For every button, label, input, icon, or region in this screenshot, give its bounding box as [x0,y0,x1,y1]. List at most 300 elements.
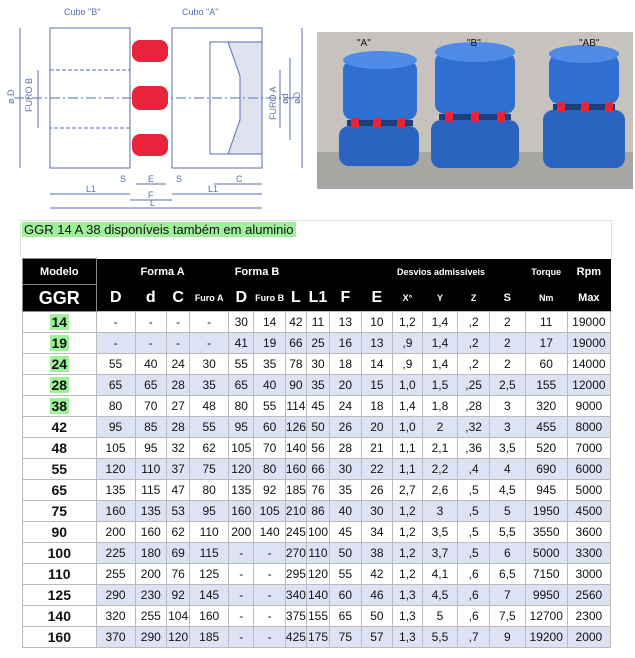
table-cell: 120 [167,627,190,648]
table-cell: 1,3 [393,627,422,648]
table-cell: 2300 [567,606,610,627]
table-cell: 56 [306,438,329,459]
table-cell: 19000 [567,312,610,333]
table-cell: - [229,543,254,564]
table-cell: 160 [135,522,167,543]
table-cell: 66 [306,459,329,480]
table-cell: 2 [489,312,525,333]
table-cell: 34 [361,522,393,543]
table-cell: 5 [489,501,525,522]
table-cell: 1,1 [393,438,422,459]
model-cell [23,438,97,459]
table-cell: 5,5 [422,627,458,648]
header-col-furo-a: Furo A [190,285,229,312]
table-cell: 20 [361,417,393,438]
table-cell: 80 [96,396,135,417]
table-cell: 26 [361,480,393,501]
table-cell: 160 [190,606,229,627]
table-cell: 7,5 [489,606,525,627]
table-cell: - [254,564,286,585]
table-cell: 38 [361,543,393,564]
table-cell: 75 [190,459,229,480]
table-cell: 45 [330,522,362,543]
table-cell: - [229,564,254,585]
table-cell: - [135,333,167,354]
model-label: 100 [47,545,71,561]
table-cell: 200 [229,522,254,543]
table-cell: 1,3 [393,606,422,627]
table-cell: 4 [489,459,525,480]
table-cell: 24 [167,354,190,375]
label-l1-left: L1 [86,184,97,194]
table-cell: 80 [254,459,286,480]
table-cell: 22 [361,459,393,480]
table-cell: 290 [96,585,135,606]
table-cell: 6000 [567,459,610,480]
table-cell: 3 [422,501,458,522]
table-cell: 4500 [567,501,610,522]
table-cell: 62 [190,438,229,459]
table-cell: 105 [229,438,254,459]
table-cell: 290 [135,627,167,648]
header-forma-a: Forma A [96,259,229,285]
table-cell: 19 [254,333,286,354]
table-cell: 50 [306,417,329,438]
table-cell: 85 [135,417,167,438]
model-label: 28 [51,377,68,393]
label-s-left: S [120,174,127,184]
model-label: 160 [47,629,71,645]
table-cell: 3600 [567,522,610,543]
table-cell: 5000 [567,480,610,501]
table-row [23,333,611,354]
table-cell: 70 [135,396,167,417]
table-cell: 60 [330,585,362,606]
table-cell: 340 [285,585,306,606]
table-cell: 13 [330,312,362,333]
label-d-small: ød [280,93,290,104]
model-cell [23,564,97,585]
table-cell: 104 [167,606,190,627]
table-cell: 9000 [567,396,610,417]
couplings-photo [317,32,633,189]
table-cell: 5 [422,606,458,627]
table-cell: ,7 [458,627,490,648]
table-cell: 114 [285,396,306,417]
table-cell: 57 [361,627,393,648]
table-row [23,417,611,438]
table-cell: 120 [229,459,254,480]
model-cell [23,606,97,627]
table-cell: 60 [525,354,567,375]
table-cell: 1950 [525,501,567,522]
technical-drawing [0,0,312,212]
table-cell: - [254,627,286,648]
table-cell: 27 [167,396,190,417]
specs-table [22,258,611,648]
table-cell: 21 [361,438,393,459]
table-row [23,606,611,627]
table-cell: 55 [254,396,286,417]
table-cell: 6 [489,543,525,564]
table-row [23,585,611,606]
table-cell: 3550 [525,522,567,543]
table-cell: 12000 [567,375,610,396]
table-cell: 160 [96,501,135,522]
table-cell: 115 [190,543,229,564]
model-cell [23,312,97,333]
table-cell: 95 [96,417,135,438]
table-cell: - [167,333,190,354]
table-cell: ,6 [458,564,490,585]
table-cell: 7150 [525,564,567,585]
table-cell: 86 [306,501,329,522]
model-cell [23,480,97,501]
header-ggr: GGR [23,285,97,312]
table-cell: 41 [229,333,254,354]
label-cubo-b: Cubo "B" [64,7,101,17]
table-cell: 115 [135,480,167,501]
label-l1-right: L1 [208,184,219,194]
table-cell: ,9 [393,354,422,375]
header-col-c: C [167,285,190,312]
header-modelo: Modelo [23,259,97,285]
table-cell: 28 [167,375,190,396]
table-cell: ,5 [458,522,490,543]
header-col-e: E [361,285,393,312]
table-cell: 32 [167,438,190,459]
table-cell: 5000 [525,543,567,564]
table-cell: 690 [525,459,567,480]
table-cell: 2000 [567,627,610,648]
table-cell: 16 [330,333,362,354]
table-cell: - [96,333,135,354]
table-cell: 2,6 [422,480,458,501]
model-cell [23,417,97,438]
table-cell: - [229,585,254,606]
table-cell: 200 [96,522,135,543]
table-cell: - [190,312,229,333]
table-cell: - [135,312,167,333]
table-cell: 125 [190,564,229,585]
table-cell: 1,2 [393,501,422,522]
spider-top [132,40,168,62]
header-col-d: D [96,285,135,312]
table-cell: 30 [330,459,362,480]
model-cell [23,396,97,417]
table-cell: 375 [285,606,306,627]
table-cell: ,5 [458,543,490,564]
table-cell: 135 [229,480,254,501]
table-cell: 20 [330,375,362,396]
header-col-z: Z [458,285,490,312]
table-cell: 53 [167,501,190,522]
table-cell: 30 [306,354,329,375]
model-label: 24 [51,356,68,372]
table-row [23,564,611,585]
table-cell: 1,2 [393,564,422,585]
table-cell: 255 [96,564,135,585]
table-cell: 160 [285,459,306,480]
table-cell: 135 [135,501,167,522]
table-cell: ,2 [458,312,490,333]
table-cell: 455 [525,417,567,438]
table-cell: 2,5 [489,375,525,396]
table-cell: 320 [96,606,135,627]
table-cell: 76 [167,564,190,585]
table-row [23,354,611,375]
label-furo-b: FURO B [24,77,34,112]
table-cell: 140 [285,438,306,459]
table-cell: 55 [229,354,254,375]
table-cell: 4,5 [422,585,458,606]
table-cell: 48 [190,396,229,417]
table-cell: 55 [330,564,362,585]
header-rpm: Rpm [567,259,610,285]
table-cell: 40 [135,354,167,375]
table-cell: 5,5 [489,522,525,543]
table-cell: 62 [167,522,190,543]
table-row [23,480,611,501]
label-l: L [150,198,156,208]
table-cell: ,32 [458,417,490,438]
table-cell: ,2 [458,333,490,354]
table-cell: 185 [190,627,229,648]
table-cell: - [254,585,286,606]
table-cell: 1,4 [393,396,422,417]
table-cell: 42 [285,312,306,333]
table-cell: 140 [254,522,286,543]
table-cell: 110 [306,543,329,564]
table-cell: 945 [525,480,567,501]
coupling-a [339,51,419,166]
table-cell: 1,3 [393,585,422,606]
header-col-l: L [285,285,306,312]
table-cell: 26 [330,417,362,438]
table-cell: 18 [330,354,362,375]
table-cell: - [254,543,286,564]
table-cell: 2 [489,354,525,375]
table-cell: 30 [229,312,254,333]
table-cell: 185 [285,480,306,501]
model-cell [23,501,97,522]
label-d-big: øD [292,92,302,104]
model-label: 110 [48,566,71,582]
header-col-y: Y [422,285,458,312]
table-cell: - [190,333,229,354]
table-cell: 95 [190,501,229,522]
model-label: 140 [47,608,71,624]
table-cell: 60 [254,417,286,438]
table-cell: 105 [254,501,286,522]
table-cell: 8000 [567,417,610,438]
table-cell: 95 [135,438,167,459]
table-cell: - [96,312,135,333]
table-cell: 47 [167,480,190,501]
table-cell: ,5 [458,480,490,501]
table-row [23,375,611,396]
model-label: 55 [51,461,68,477]
table-cell: 46 [361,585,393,606]
photo-label-ab: "AB" [579,38,600,49]
table-cell: 35 [306,375,329,396]
header-col-l1: L1 [306,285,329,312]
table-cell: 245 [285,522,306,543]
coupling-b [431,42,519,168]
table-cell: 1,2 [393,312,422,333]
table-cell: 320 [525,396,567,417]
table-cell: 45 [306,396,329,417]
table-cell: 11 [525,312,567,333]
table-cell: 17 [525,333,567,354]
model-cell [23,522,97,543]
model-label: 125 [47,587,71,603]
table-cell: 7000 [567,438,610,459]
table-cell: 270 [285,543,306,564]
table-cell: - [229,627,254,648]
table-cell: 105 [96,438,135,459]
header-desvios: Desvios admissíveis [393,259,490,285]
table-cell: 80 [229,396,254,417]
label-d-outer: ø D [6,89,16,104]
table-cell: 160 [229,501,254,522]
table-cell: 370 [96,627,135,648]
table-cell: 30 [190,354,229,375]
table-cell: 70 [254,438,286,459]
table-cell: 1,8 [422,396,458,417]
label-c: C [236,174,243,184]
table-cell: 55 [96,354,135,375]
table-cell: 10 [361,312,393,333]
table-cell: 1,0 [393,417,422,438]
model-label: 90 [51,524,68,540]
table-cell: 19200 [525,627,567,648]
table-cell: 1,2 [393,543,422,564]
table-cell: 155 [306,606,329,627]
header-col-nm: Nm [525,285,567,312]
table-cell: 126 [285,417,306,438]
table-cell: 92 [254,480,286,501]
header-torque: Torque [525,259,567,285]
header-col-f: F [330,285,362,312]
table-cell: 13 [361,333,393,354]
table-cell: 3,7 [422,543,458,564]
table-cell: ,6 [458,606,490,627]
table-cell: 76 [306,480,329,501]
table-cell: 180 [135,543,167,564]
table-cell: 110 [135,459,167,480]
table-row [23,543,611,564]
table-cell: 1,1 [393,459,422,480]
model-cell [23,354,97,375]
table-cell: 175 [306,627,329,648]
table-cell: 35 [330,480,362,501]
table-cell: 14 [361,354,393,375]
table-cell: 15 [361,375,393,396]
model-cell [23,585,97,606]
table-cell: 24 [330,396,362,417]
table-cell: 90 [285,375,306,396]
table-cell: 135 [96,480,135,501]
table-cell: 3,5 [422,522,458,543]
table-cell: 50 [361,606,393,627]
table-cell: 3,5 [489,438,525,459]
table-cell: 11 [306,312,329,333]
table-row [23,438,611,459]
table-cell: 7 [489,585,525,606]
table-cell: 30 [361,501,393,522]
table-cell: 28 [330,438,362,459]
model-label: 19 [51,335,68,351]
table-cell: 14 [254,312,286,333]
table-cell: 75 [330,627,362,648]
model-label: 38 [51,398,68,414]
model-label: 48 [51,440,68,456]
label-s-right: S [176,174,183,184]
table-cell: 3000 [567,564,610,585]
table-cell: 120 [306,564,329,585]
table-cell: 1,4 [422,333,458,354]
table-cell: 28 [167,417,190,438]
table-cell: 3 [489,417,525,438]
header-col-max: Max [567,285,610,312]
table-cell: 230 [135,585,167,606]
header-col-x: X° [393,285,422,312]
table-cell: 80 [190,480,229,501]
model-cell [23,459,97,480]
table-cell: ,28 [458,396,490,417]
table-cell: 55 [190,417,229,438]
table-row [23,312,611,333]
table-cell: ,5 [458,501,490,522]
table-cell: 3300 [567,543,610,564]
header-forma-b: Forma B [229,259,286,285]
model-cell [23,627,97,648]
model-label: 65 [51,482,68,498]
table-cell: 1,2 [393,522,422,543]
table-cell: - [254,606,286,627]
table-cell: 100 [306,522,329,543]
photo-label-b: "B" [467,38,481,49]
table-cell: 37 [167,459,190,480]
photo-label-a: "A" [357,38,371,49]
table-cell: 19000 [567,333,610,354]
table-cell: - [229,606,254,627]
table-cell: 1,4 [422,354,458,375]
table-cell: 2,7 [393,480,422,501]
table-cell: 2 [489,333,525,354]
label-e: E [148,174,155,184]
table-cell: 1,0 [393,375,422,396]
aluminium-note: GGR 14 A 38 disponíveis também em aluminio [24,222,294,237]
coupling-ab [543,45,625,168]
model-label: 14 [51,314,68,330]
table-cell: 65 [229,375,254,396]
table-cell: 6,5 [489,564,525,585]
table-cell: 35 [254,354,286,375]
table-cell: 65 [96,375,135,396]
table-cell: 25 [306,333,329,354]
table-cell: 18 [361,396,393,417]
table-cell: 2 [422,417,458,438]
table-cell: 110 [190,522,229,543]
table-cell: 14000 [567,354,610,375]
table-cell: 4,5 [489,480,525,501]
table-cell: 2,1 [422,438,458,459]
table-cell: ,4 [458,459,490,480]
table-row [23,627,611,648]
table-cell: 2560 [567,585,610,606]
